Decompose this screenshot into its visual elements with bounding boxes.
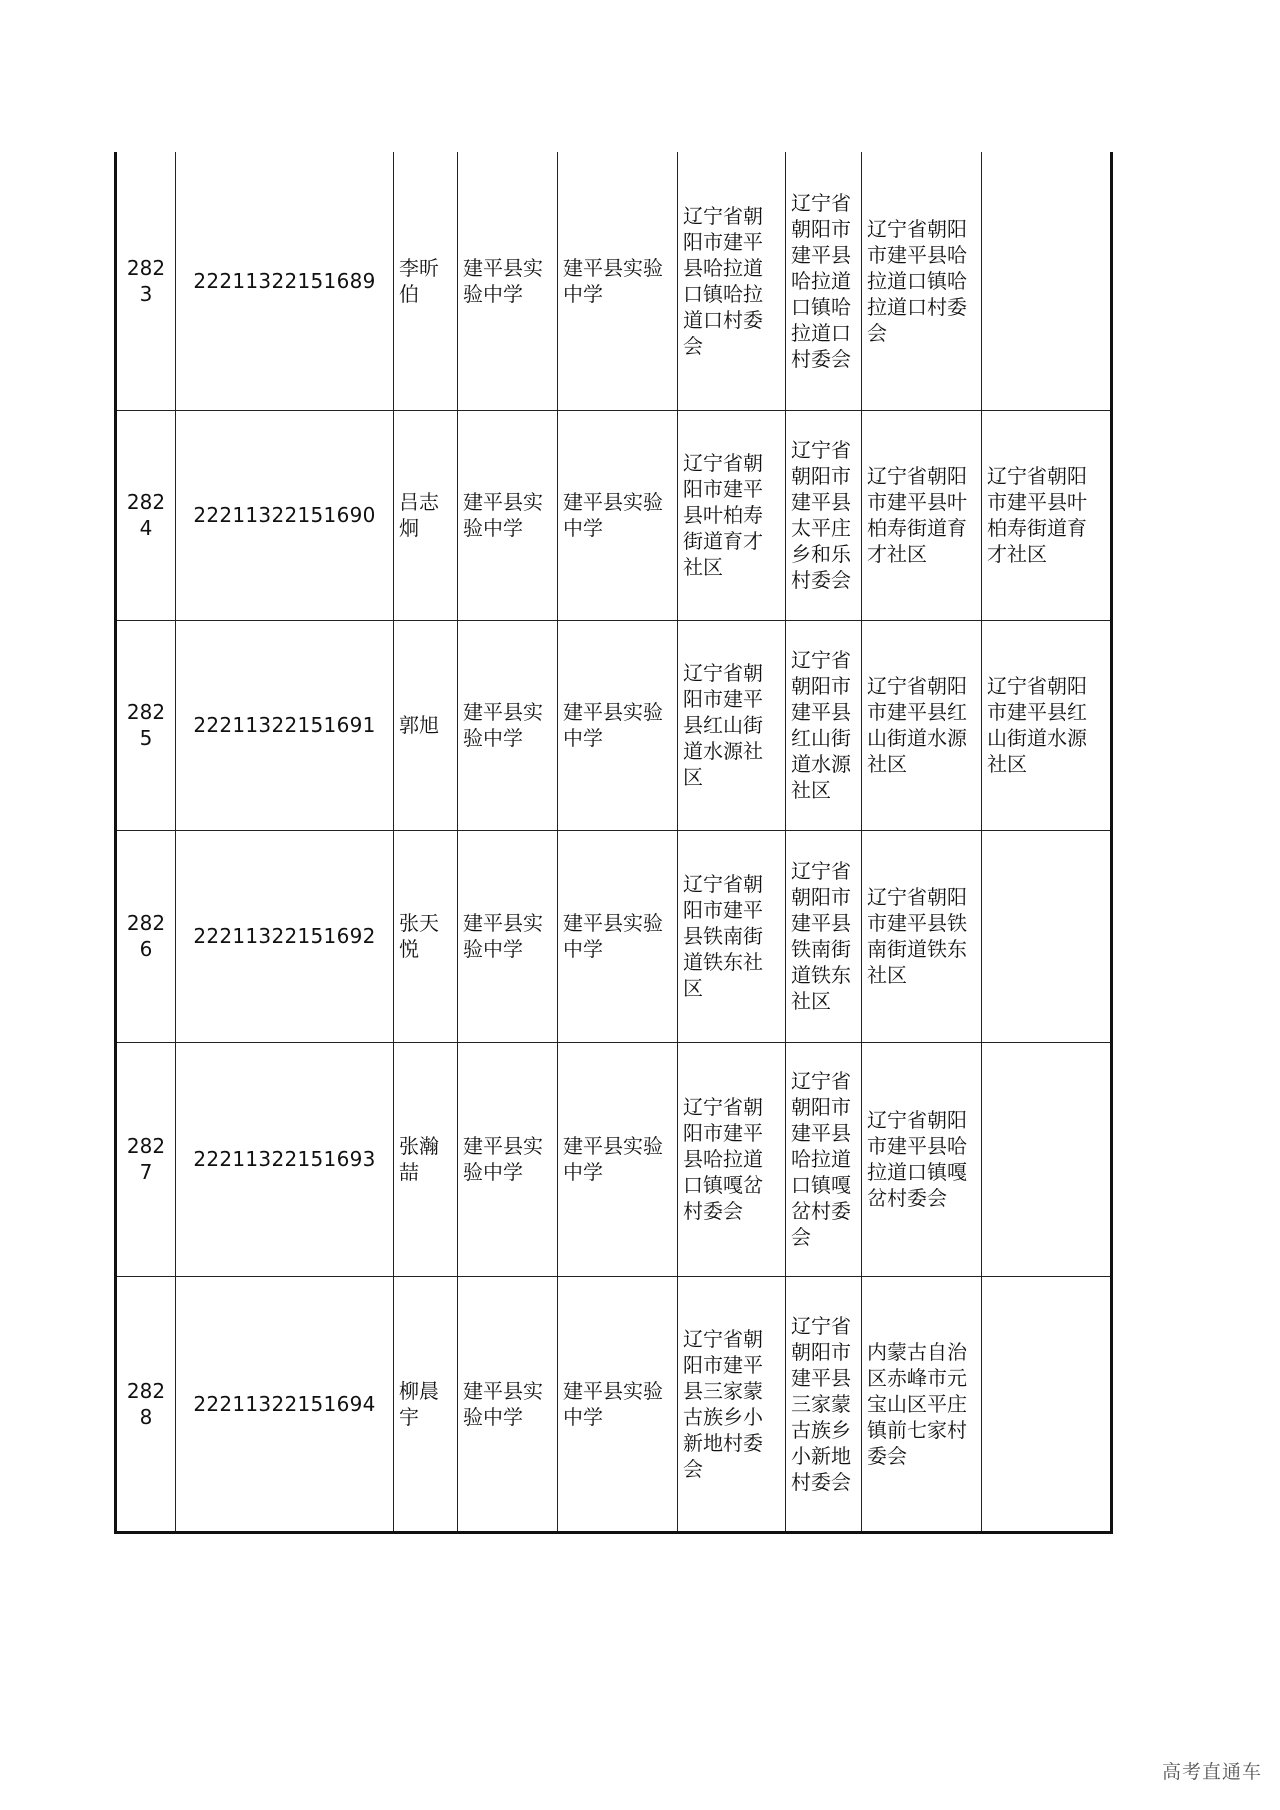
- row-number: 2823: [116, 152, 176, 410]
- table-row: [116, 830, 1112, 1042]
- table-row: [116, 1276, 1112, 1532]
- student-name: 郭旭: [394, 620, 458, 830]
- exam-id: 22211322151693: [176, 1042, 394, 1276]
- table-row: [116, 1042, 1112, 1276]
- school-cell: 建平县实验中学: [558, 1042, 678, 1276]
- address-cell: 辽宁省朝阳市建平县红山街道水源社区: [862, 620, 982, 830]
- address-cell: 辽宁省朝阳市建平县红山街道水源社区: [678, 620, 786, 830]
- address-cell: 内蒙古自治区赤峰市元宝山区平庄镇前七家村委会: [862, 1276, 982, 1532]
- school-cell: 建平县实验中学: [458, 152, 558, 410]
- address-cell: 辽宁省朝阳市建平县叶柏寿街道育才社区: [982, 410, 1112, 620]
- school-cell: 建平县实验中学: [458, 410, 558, 620]
- student-name: 柳晨宇: [394, 1276, 458, 1532]
- student-name: 李昕伯: [394, 152, 458, 410]
- row-number: 2824: [116, 410, 176, 620]
- student-name: 张瀚喆: [394, 1042, 458, 1276]
- address-cell: 辽宁省朝阳市建平县红山街道水源社区: [982, 620, 1112, 830]
- address-cell: [982, 1276, 1112, 1532]
- exam-id: 22211322151689: [176, 152, 394, 410]
- school-cell: 建平县实验中学: [558, 830, 678, 1042]
- records-table: [114, 152, 1113, 1534]
- exam-id: 22211322151692: [176, 830, 394, 1042]
- watermark-text: 高考直通车: [1161, 1761, 1262, 1783]
- address-cell: 辽宁省朝阳市建平县哈拉道口镇嘎岔村委会: [862, 1042, 982, 1276]
- address-cell: 辽宁省朝阳市建平县铁南街道铁东社区: [862, 830, 982, 1042]
- student-name: 吕志炯: [394, 410, 458, 620]
- address-cell: [982, 152, 1112, 410]
- table-row: [116, 410, 1112, 620]
- exam-id: 22211322151691: [176, 620, 394, 830]
- address-cell: 辽宁省朝阳市建平县叶柏寿街道育才社区: [678, 410, 786, 620]
- row-number: 2825: [116, 620, 176, 830]
- school-cell: 建平县实验中学: [458, 830, 558, 1042]
- address-cell: 辽宁省朝阳市建平县铁南街道铁东社区: [786, 830, 862, 1042]
- school-cell: 建平县实验中学: [458, 1042, 558, 1276]
- address-cell: [982, 830, 1112, 1042]
- school-cell: 建平县实验中学: [558, 152, 678, 410]
- exam-id: 22211322151690: [176, 410, 394, 620]
- address-cell: 辽宁省朝阳市建平县铁南街道铁东社区: [678, 830, 786, 1042]
- table-row: [116, 152, 1112, 410]
- school-cell: 建平县实验中学: [558, 410, 678, 620]
- address-cell: [982, 1042, 1112, 1276]
- school-cell: 建平县实验中学: [558, 1276, 678, 1532]
- address-cell: 辽宁省朝阳市建平县红山街道水源社区: [786, 620, 862, 830]
- address-cell: 辽宁省朝阳市建平县哈拉道口镇哈拉道口村委会: [678, 152, 786, 410]
- row-number: 2827: [116, 1042, 176, 1276]
- row-number: 2828: [116, 1276, 176, 1532]
- address-cell: 辽宁省朝阳市建平县哈拉道口镇哈拉道口村委会: [862, 152, 982, 410]
- row-number: 2826: [116, 830, 176, 1042]
- school-cell: 建平县实验中学: [458, 1276, 558, 1532]
- address-cell: 辽宁省朝阳市建平县哈拉道口镇哈拉道口村委会: [786, 152, 862, 410]
- address-cell: 辽宁省朝阳市建平县三家蒙古族乡小新地村委会: [678, 1276, 786, 1532]
- address-cell: 辽宁省朝阳市建平县叶柏寿街道育才社区: [862, 410, 982, 620]
- address-cell: 辽宁省朝阳市建平县哈拉道口镇嘎岔村委会: [786, 1042, 862, 1276]
- student-name: 张天悦: [394, 830, 458, 1042]
- address-cell: 辽宁省朝阳市建平县太平庄乡和乐村委会: [786, 410, 862, 620]
- school-cell: 建平县实验中学: [458, 620, 558, 830]
- exam-id: 22211322151694: [176, 1276, 394, 1532]
- table-row: [116, 620, 1112, 830]
- address-cell: 辽宁省朝阳市建平县哈拉道口镇嘎岔村委会: [678, 1042, 786, 1276]
- school-cell: 建平县实验中学: [558, 620, 678, 830]
- address-cell: 辽宁省朝阳市建平县三家蒙古族乡小新地村委会: [786, 1276, 862, 1532]
